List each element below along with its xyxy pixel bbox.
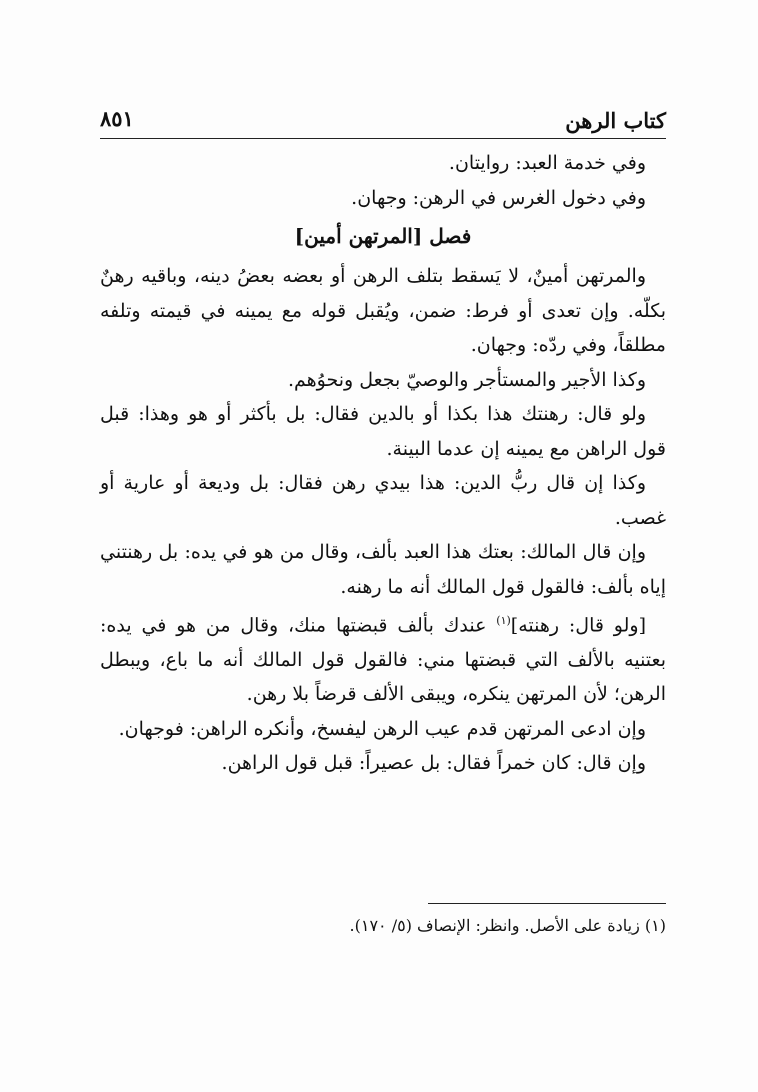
- page-body: [100, 146, 666, 781]
- paragraph: والمرتهن أمينٌ، لا يَسقط بتلف الرهن أو بعضه بعضُ دينه، وباقيه رهنٌ بكلّه. وإن تعدى أو فرط: ضمن، ويُقبل قوله مع يمينه في قيمته وتلفه مطلقاً، وفي ردّه: وجهان.: [100, 265, 666, 356]
- paragraph: وإن قال: كان خمراً فقال: بل عصيراً: قبل قول الراهن.: [221, 752, 646, 775]
- footnote: (١) زيادة على الأصل. وانظر: الإنصاف (٥/ ١٧٠).: [349, 916, 666, 935]
- text-line: وفي خدمة العبد: روايتان.: [448, 152, 646, 174]
- paragraph: [100, 604, 666, 712]
- paragraph: ولو قال: رهنتك هذا بكذا أو بالدين فقال: بل بأكثر أو هو وهذا: قبل قول الراهن مع يمينه إن عدما البينة.: [100, 403, 666, 460]
- paragraph: وإن ادعى المرتهن قدم عيب الرهن ليفسخ، وأنكره الراهن: فوجهان.: [118, 717, 646, 740]
- page-number: ٨٥١: [100, 106, 134, 131]
- paragraph: وكذا الأجير والمستأجر والوصيّ بجعل ونحوُهم.: [287, 368, 646, 391]
- text-line: وفي دخول الغرس في الرهن: وجهان.: [351, 186, 646, 209]
- page-header: [100, 104, 666, 139]
- footnote-ref: (١): [496, 614, 511, 627]
- section-title: فصل [المرتهن أمين]: [294, 224, 472, 248]
- chapter-title: كتاب الرهن: [565, 108, 666, 133]
- bracketed-text: [ولو قال: رهنته]: [510, 614, 646, 637]
- paragraph: وإن قال المالك: بعتك هذا العبد بألف، وقال من هو في يده: بل رهنتني إياه بألف: فالقول قول المالك أنه ما رهنه.: [100, 541, 666, 598]
- footnote-divider: [428, 903, 666, 904]
- paragraph-text: عندك بألف قبضتها منك، وقال من هو في يده: بعتنيه بالألف التي قبضتها مني: فالقول قول المالك أنه ما باع، ويبطل الرهن؛ لأن المرتهن ينكره، ويبقى الألف قرضاً بلا رهن.: [100, 614, 666, 706]
- paragraph: وكذا إن قال ربُّ الدين: هذا بيدي رهن فقال: بل وديعة أو عارية أو غصب.: [100, 472, 666, 529]
